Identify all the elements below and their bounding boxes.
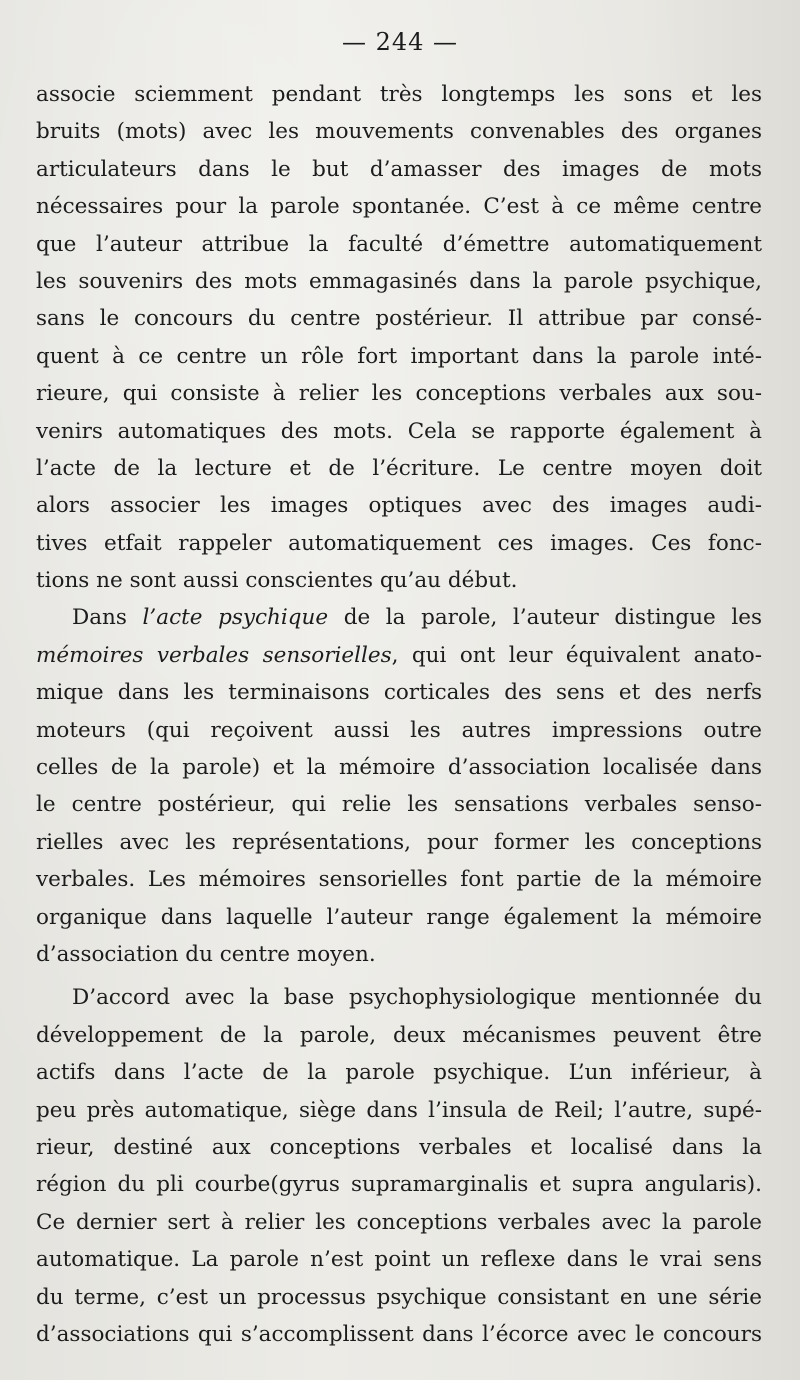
text-line: D’accord avec la base psychophysiologique mentionnée du: [72, 985, 762, 1011]
text-line: articulateurs dans le but d’amasser des images de mots: [36, 156, 762, 182]
italic-term: mémoires verbales sensorielles: [36, 642, 392, 668]
text-line: nécessaires pour la parole spontanée. C’est à ce même centre: [36, 194, 762, 220]
text-line: venirs automatiques des mots. Cela se rapporte également à: [36, 418, 762, 444]
text-line: que l’auteur attribue la faculté d’émettre automatiquement: [36, 231, 762, 257]
text-run: de la parole, l’auteur distingue les: [328, 605, 762, 631]
text-line: tions ne sont aussi conscientes qu’au début.: [36, 568, 518, 594]
text-line: actifs dans l’acte de la parole psychique. L’un inférieur, à: [36, 1060, 762, 1086]
text-line: moteurs (qui reçoivent aussi les autres impressions outre: [36, 717, 762, 743]
text-line: sans le concours du centre postérieur. Il attribue par consé-: [36, 306, 762, 332]
italic-term: l’acte psychique: [142, 605, 329, 631]
paragraph-2: [36, 599, 762, 973]
text-line: bruits (mots) avec les mouvements convenables des organes: [36, 119, 762, 145]
text-line: tives etfait rappeler automatiquement ces images. Ces fonc-: [36, 530, 762, 556]
text-line: rieure, qui consiste à relier les conceptions verbales aux sou-: [36, 381, 762, 407]
text-line: associe sciemment pendant très longtemps les sons et les: [36, 82, 762, 107]
body-text: [36, 76, 762, 1353]
text-line: automatique. La parole n’est point un reflexe dans le vrai sens: [36, 1247, 762, 1273]
text-line: alors associer les images optiques avec des images audi-: [36, 493, 762, 519]
text-line: organique dans laquelle l’auteur range également la mémoire: [36, 904, 762, 930]
text-line: quent à ce centre un rôle fort important dans la parole inté-: [36, 343, 762, 369]
page-number: — 244 —: [341, 28, 459, 56]
text-line: [36, 599, 762, 636]
text-line: d’association du centre moyen.: [36, 941, 376, 967]
text-line: Ce dernier sert à relier les conceptions verbales avec la parole: [36, 1209, 762, 1235]
paragraph-3: [36, 979, 762, 1353]
text-line: celles de la parole) et la mémoire d’association localisée dans: [36, 755, 762, 781]
text-run: , qui ont leur équivalent anato-: [391, 642, 762, 668]
text-line: le centre postérieur, qui relie les sensations verbales senso-: [36, 792, 762, 818]
text-line: du terme, c’est un processus psychique consistant en une série: [36, 1284, 762, 1310]
text-line: d’associations qui s’accomplissent dans l’écorce avec le concours: [36, 1321, 762, 1347]
text-line: mique dans les terminaisons corticales des sens et des nerfs: [36, 680, 762, 706]
text-line: les souvenirs des mots emmagasinés dans la parole psychique,: [36, 268, 762, 294]
text-line: verbales. Les mémoires sensorielles font partie de la mémoire: [36, 867, 762, 893]
text-line: l’acte de la lecture et de l’écriture. Le centre moyen doit: [36, 455, 762, 481]
text-line: région du pli courbe(gyrus supramarginalis et supra angularis).: [36, 1172, 762, 1198]
text-line: rieur, destiné aux conceptions verbales et localisé dans la: [36, 1134, 762, 1160]
text-line: peu près automatique, siège dans l’insula de Reil; l’autre, supé-: [36, 1097, 762, 1123]
text-line: développement de la parole, deux mécanismes peuvent être: [36, 1022, 762, 1048]
text-line: [36, 637, 762, 674]
paragraph-1: [36, 76, 762, 599]
text-line: rielles avec les représentations, pour former les conceptions: [36, 829, 762, 855]
text-run: Dans: [72, 605, 143, 631]
